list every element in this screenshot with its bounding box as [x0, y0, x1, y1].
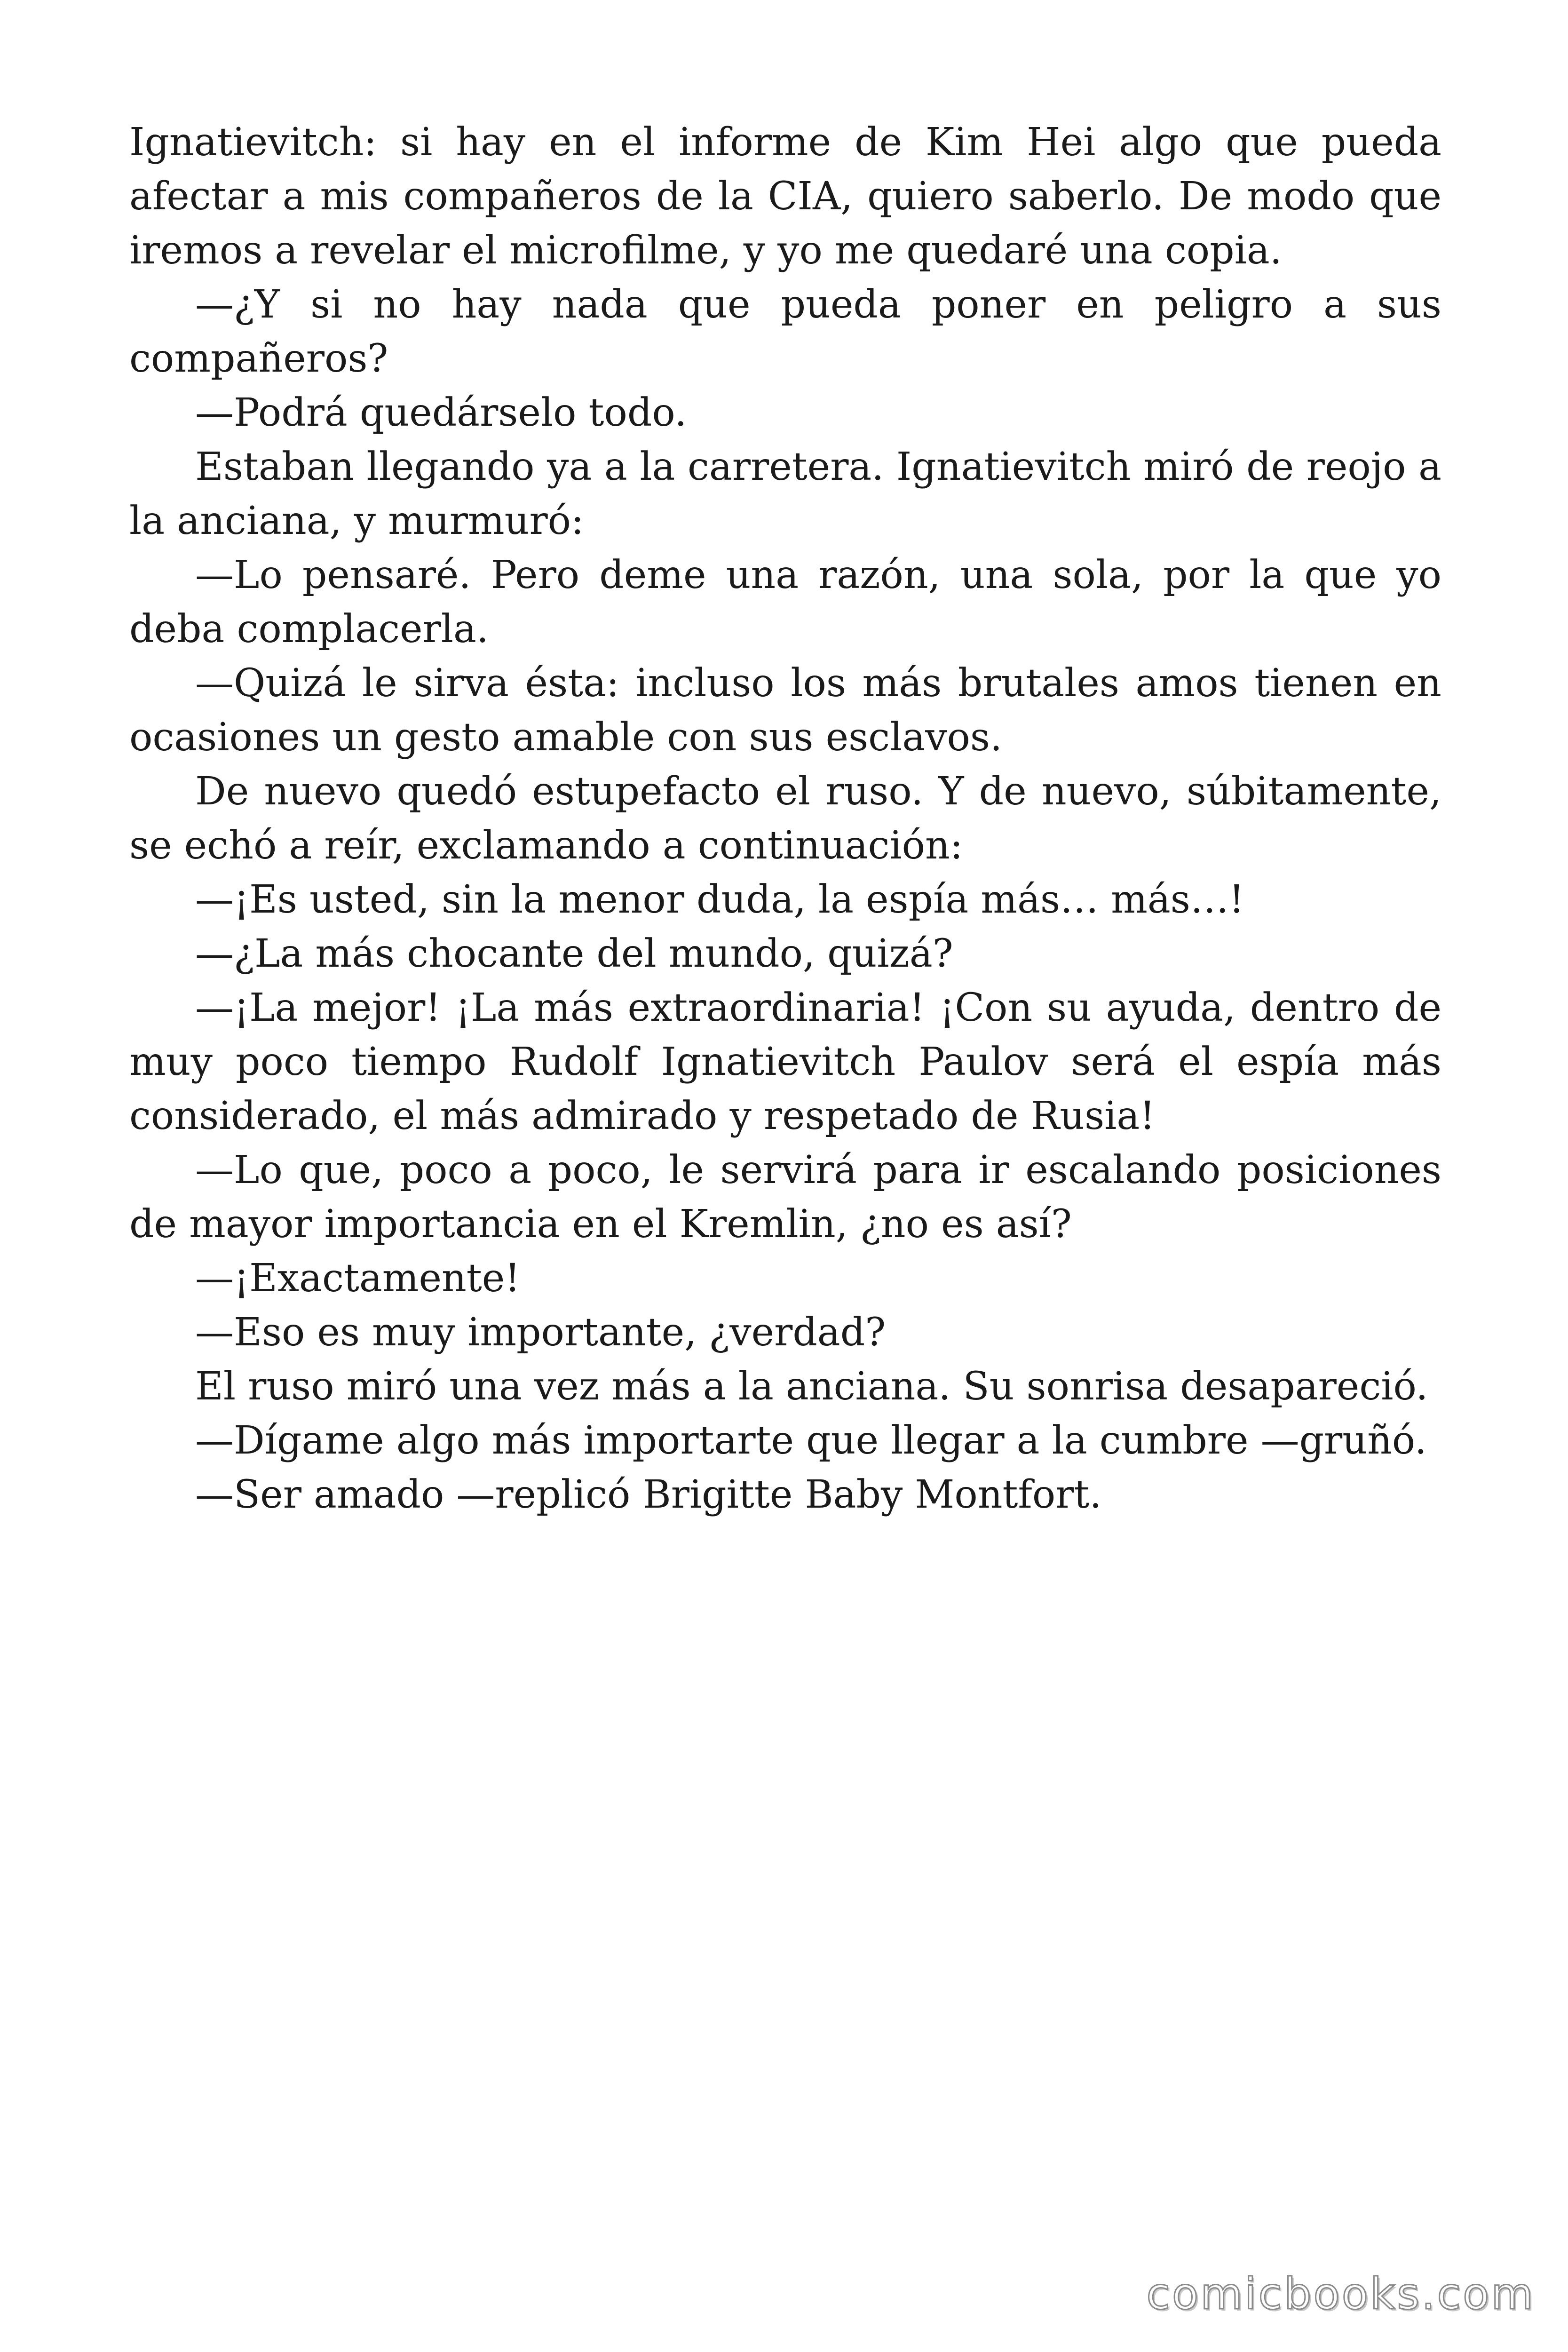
paragraph-7: De nuevo quedó estupefacto el ruso. Y de nuevo, súbitamente, se echó a reír, exclamando a continuación: [129, 769, 1441, 868]
paragraph-1: Ignatievitch: si hay en el informe de Kim Hei algo que pueda afectar a mis compañeros de la CIA, quiero saberlo. De modo que iremos a revelar el microfilme, y yo me quedaré una copia. [129, 120, 1441, 273]
paragraph-10: —¡La mejor! ¡La más extraordinaria! ¡Con su ayuda, dentro de muy poco tiempo Rudolf Ignatievitch Paulov será el espía más considerado, el más admirado y respetado de Rusia! [129, 985, 1441, 1138]
paragraph-13: —Eso es muy importante, ¿verdad? [195, 1310, 886, 1355]
paragraph-15: —Dígame algo más importarte que llegar a la cumbre —gruñó. [195, 1418, 1427, 1463]
watermark-logo: comicbooks.com [1146, 2269, 1535, 2319]
paragraph-6: —Quizá le sirva ésta: incluso los más brutales amos tienen en ocasiones un gesto amable con sus esclavos. [129, 661, 1441, 760]
paragraph-16: —Ser amado —replicó Brigitte Baby Montfort. [195, 1472, 1102, 1517]
paragraph-3: —Podrá quedárselo todo. [195, 390, 687, 435]
paragraph-9: —¿La más chocante del mundo, quizá? [195, 931, 953, 976]
paragraph-8: —¡Es usted, sin la menor duda, la espía más… más…! [195, 877, 1244, 922]
paragraph-14: El ruso miró una vez más a la anciana. Su sonrisa desapareció. [195, 1364, 1428, 1409]
paragraph-5: —Lo pensaré. Pero deme una razón, una sola, por la que yo deba complacerla. [129, 553, 1441, 652]
paragraph-11: —Lo que, poco a poco, le servirá para ir escalando posiciones de mayor importancia en el Kremlin, ¿no es así? [129, 1148, 1441, 1247]
paragraph-12: —¡Exactamente! [195, 1256, 521, 1301]
body-text [129, 115, 1441, 1522]
paragraph-4: Estaban llegando ya a la carretera. Ignatievitch miró de reojo a la anciana, y murmuró: [129, 445, 1441, 543]
paragraph-2: —¿Y si no hay nada que pueda poner en peligro a sus compañeros? [129, 282, 1441, 381]
